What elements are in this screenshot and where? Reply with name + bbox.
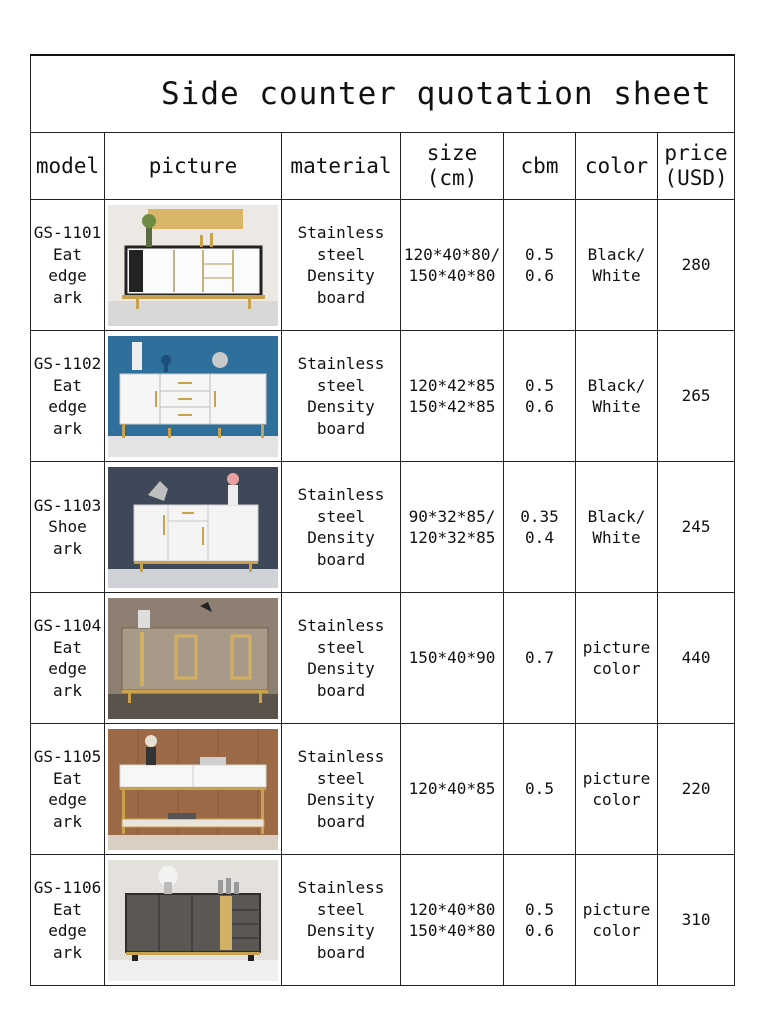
sheet-title: Side counter quotation sheet [31,55,735,133]
model-cell: GS-1104 Eat edge ark [31,593,105,724]
product-image [105,724,282,855]
product-image [105,331,282,462]
white-sideboard-blue-wall-icon [108,336,278,457]
product-image [105,855,282,986]
table-row [31,331,735,462]
header-picture: picture [105,133,282,200]
material-cell: Stainless steel Density board [282,331,401,462]
cbm-cell: 0.7 [504,593,576,724]
material-cell: Stainless steel Density board [282,593,401,724]
white-sideboard-gold-base-icon [108,205,278,326]
cbm-cell: 0.5 [504,724,576,855]
model-cell: GS-1106 Eat edge ark [31,855,105,986]
table-row [31,724,735,855]
header-model: model [31,133,105,200]
size-cell: 120*42*85 150*42*85 [401,331,504,462]
material-cell: Stainless steel Density board [282,855,401,986]
white-console-marble-shelf-icon [108,729,278,850]
header-cbm: cbm [504,133,576,200]
header-price: price (USD) [658,133,735,200]
color-cell: picture color [576,724,658,855]
color-cell: Black/ White [576,200,658,331]
cbm-cell: 0.5 0.6 [504,331,576,462]
price-cell: 245 [658,462,735,593]
table-row [31,462,735,593]
product-image [105,462,282,593]
model-cell: GS-1103 Shoe ark [31,462,105,593]
cbm-cell: 0.35 0.4 [504,462,576,593]
grey-sideboard-gold-panel-icon [108,860,278,981]
material-cell: Stainless steel Density board [282,724,401,855]
header-material: material [282,133,401,200]
header-size: size (cm) [401,133,504,200]
table-row [31,200,735,331]
price-cell: 280 [658,200,735,331]
price-cell: 310 [658,855,735,986]
color-cell: picture color [576,593,658,724]
product-image [105,200,282,331]
material-cell: Stainless steel Density board [282,200,401,331]
header-color: color [576,133,658,200]
cbm-cell: 0.5 0.6 [504,200,576,331]
table-row [31,855,735,986]
material-cell: Stainless steel Density board [282,462,401,593]
table-row [31,593,735,724]
color-cell: picture color [576,855,658,986]
model-cell: GS-1102 Eat edge ark [31,331,105,462]
price-cell: 440 [658,593,735,724]
product-image [105,593,282,724]
size-cell: 120*40*80 150*40*80 [401,855,504,986]
white-shoe-cabinet-icon [108,467,278,588]
size-cell: 150*40*90 [401,593,504,724]
size-cell: 120*40*80/ 150*40*80 [401,200,504,331]
taupe-sideboard-gold-frames-icon [108,598,278,719]
quotation-table [30,54,735,986]
model-cell: GS-1101 Eat edge ark [31,200,105,331]
color-cell: Black/ White [576,462,658,593]
size-cell: 120*40*85 [401,724,504,855]
price-cell: 220 [658,724,735,855]
color-cell: Black/ White [576,331,658,462]
cbm-cell: 0.5 0.6 [504,855,576,986]
size-cell: 90*32*85/ 120*32*85 [401,462,504,593]
price-cell: 265 [658,331,735,462]
model-cell: GS-1105 Eat edge ark [31,724,105,855]
